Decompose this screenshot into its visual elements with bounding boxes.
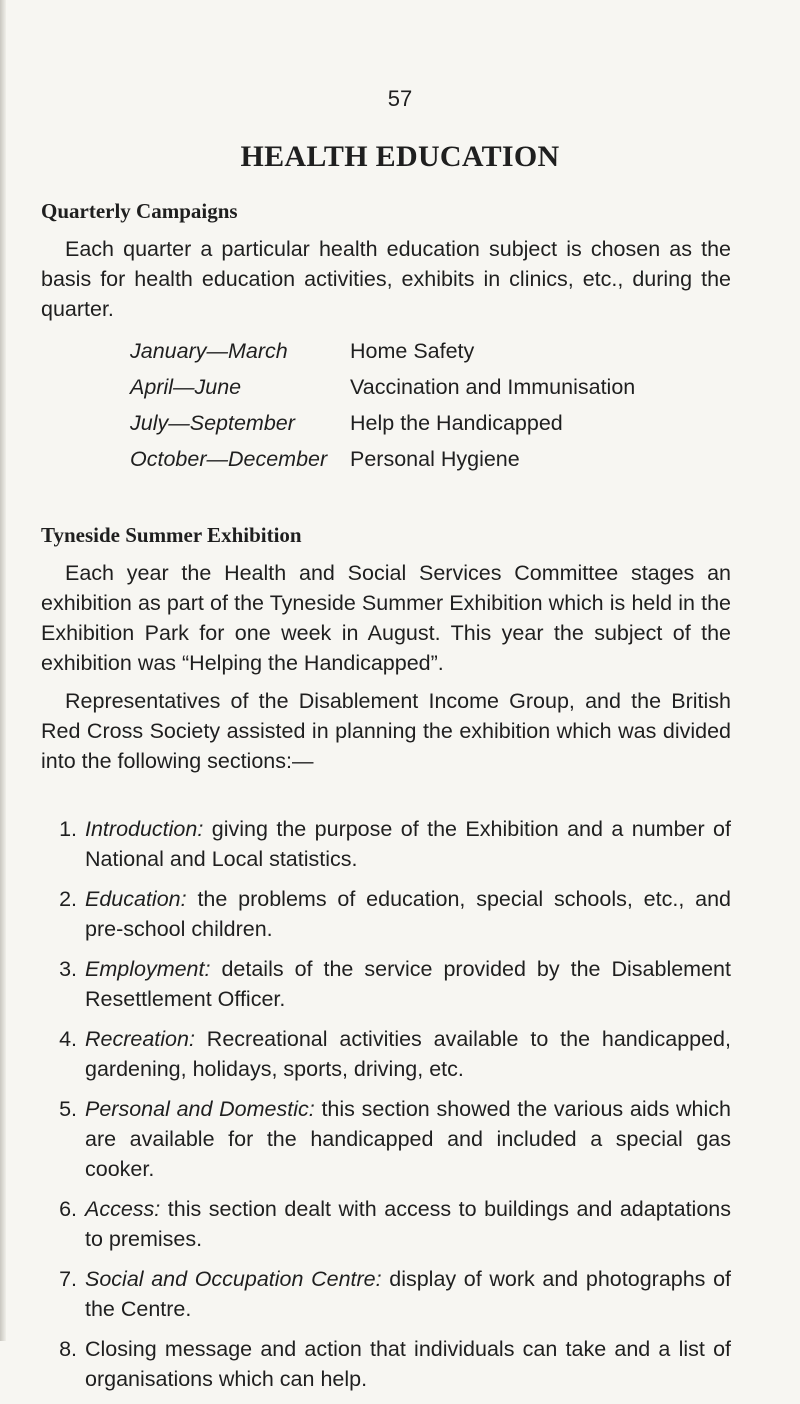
exhibition-paragraph-2: Representatives of the Disablement Income Group, and the British Red Cross Society assisted in planning the exhibition which was divided into the following sections:— xyxy=(41,689,731,773)
page-number: 57 xyxy=(387,86,413,111)
tyneside-exhibition-heading: Tyneside Summer Exhibition xyxy=(41,523,302,547)
schedule-row xyxy=(130,372,635,408)
page-edge xyxy=(0,0,6,1341)
list-item xyxy=(41,814,731,874)
list-item-name: Introduction: xyxy=(85,817,204,841)
exhibition-sections-list xyxy=(41,814,731,1394)
list-item xyxy=(41,1194,731,1254)
schedule-period: October—December xyxy=(130,447,328,471)
page-title: HEALTH EDUCATION xyxy=(240,140,560,173)
list-item-number: 6. xyxy=(59,1197,77,1221)
list-item xyxy=(41,954,731,1014)
list-item-text: this section dealt with access to buildings and adaptations to premises. xyxy=(85,1197,731,1251)
list-item-text: this section showed the various aids which are available for the handicapped and included a special gas cooker. xyxy=(85,1097,732,1181)
exhibition-paragraph-1: Each year the Health and Social Services Committee stages an exhibition as part of the Tyneside Summer Exhibition which is held in the Exhibition Park for one week in August. This year the subject of the exhibition was “Helping the Handicapped”. xyxy=(41,561,731,675)
section-spacer xyxy=(41,480,731,520)
list-item-number: 2. xyxy=(59,887,77,911)
list-item xyxy=(41,1334,731,1394)
list-item-name: Employment: xyxy=(85,957,211,981)
list-item-name: Social and Occupation Centre: xyxy=(85,1267,382,1291)
list-item-number: 3. xyxy=(59,957,77,981)
schedule-subject: Help the Handicapped xyxy=(350,411,563,435)
schedule-period: January—March xyxy=(130,339,288,363)
list-item xyxy=(41,1024,731,1084)
list-item-name: Access: xyxy=(85,1197,161,1221)
schedule-row xyxy=(130,444,635,480)
list-item-number: 5. xyxy=(59,1097,77,1121)
page-body xyxy=(41,196,731,1404)
list-item-number: 8. xyxy=(59,1337,77,1361)
list-item xyxy=(41,884,731,944)
list-item-text: details of the service provided by the Disablement Resettlement Officer. xyxy=(85,957,731,1011)
list-item-name: Education: xyxy=(85,887,187,911)
list-item-text: giving the purpose of the Exhibition and a number of National and Local statistics. xyxy=(85,817,731,871)
schedule-period: April—June xyxy=(130,375,242,399)
list-item-number: 1. xyxy=(59,817,77,841)
list-item xyxy=(41,1264,731,1324)
list-item-text: Recreational activities available to the handicapped, gardening, holidays, sports, driving, etc. xyxy=(85,1027,731,1081)
list-item-text: display of work and photographs of the Centre. xyxy=(85,1267,732,1321)
list-item-text: the problems of education, special schools, etc., and pre-school children. xyxy=(85,887,731,941)
campaign-schedule-table xyxy=(130,336,635,480)
schedule-row xyxy=(130,336,635,372)
list-item-text: Closing message and action that individuals can take and a list of organisations which can help. xyxy=(85,1337,731,1391)
schedule-row xyxy=(130,408,635,444)
list-item-name: Recreation: xyxy=(85,1027,195,1051)
schedule-period: July—September xyxy=(130,411,295,435)
list-item xyxy=(41,1094,731,1184)
list-item-number: 7. xyxy=(59,1267,77,1291)
list-item-name: Personal and Domestic: xyxy=(85,1097,315,1121)
schedule-subject: Vaccination and Immunisation xyxy=(350,375,636,399)
list-item-number: 4. xyxy=(59,1027,77,1051)
schedule-subject: Home Safety xyxy=(350,339,475,363)
quarterly-intro-paragraph: Each quarter a particular health education subject is chosen as the basis for health education activities, exhibits in clinics, etc., during the quarter. xyxy=(41,237,731,321)
schedule-subject: Personal Hygiene xyxy=(350,447,520,471)
quarterly-campaigns-heading: Quarterly Campaigns xyxy=(41,199,238,223)
